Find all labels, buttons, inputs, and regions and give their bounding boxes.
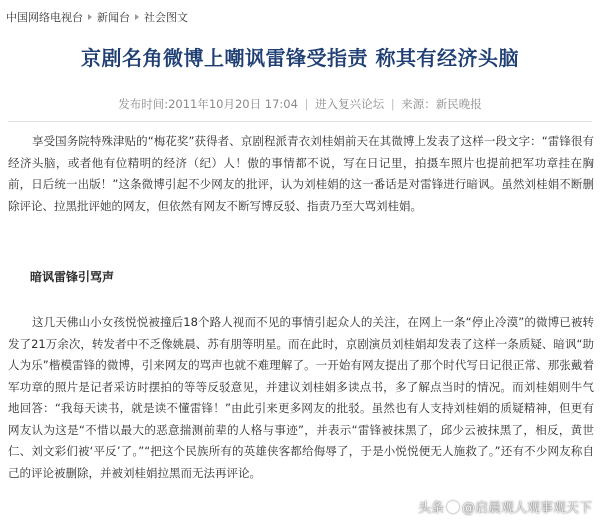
breadcrumb-item-news[interactable]: 新闻台 (97, 11, 130, 24)
section-heading: 暗讽雷锋引骂声 (30, 270, 115, 284)
article-meta (0, 96, 600, 112)
forum-link[interactable]: 进入复兴论坛 (315, 97, 385, 111)
breadcrumb-arrow-icon (135, 14, 139, 20)
watermark-platform: 头条 (417, 501, 444, 516)
article-title: 京剧名角微博上嘲讽雷锋受指责 称其有经济头脑 (81, 46, 519, 70)
toutiao-watermark (418, 497, 592, 516)
title-divider (8, 121, 592, 122)
publish-time: 发布时间:2011年10月20日 17:04 (118, 97, 298, 111)
article-source: 来源：新民晚报 (401, 97, 482, 111)
breadcrumb (6, 9, 188, 25)
watermark-account: @启晨观人观事观天下 (461, 501, 592, 516)
article-paragraph-1: 享受国务院特殊津贴的“梅花奖”获得者、京剧程派青衣刘桂娟前天在其微博上发表了这样一段文字：“雷锋很有经济头脑，或者他有位精明的经济（纪）人！傲的事情都不说，写在日记里，拍摄车照片也提前把军功章挂在胸前，日后统一出版！”这条微博引起不少网友的批评，认为刘桂娟的这一番话是对雷锋进行暗讽。虽然刘桂娟不断删除评论、拉黑批评她的网友，但依然有网友不断写博反驳、指责乃至大骂刘桂娟。 (8, 134, 594, 213)
meta-divider: | (304, 97, 309, 111)
breadcrumb-arrow-icon (88, 14, 92, 20)
breadcrumb-item-society[interactable]: 社会图文 (144, 11, 188, 24)
article-paragraph-2: 这几天佛山小女孩悦悦被撞后18个路人视而不见的事情引起众人的关注，在网上一条“停止冷漠”的微博已被转发了21万余次，转发者中不乏像姚晨、苏有朋等明星。而在此时，京剧演员刘桂娟却发表了这样一条质疑、暗讽“助人为乐”楷模雷锋的微博，引来网友的骂声也就不难理解了。一开始有网友提出了那个时代写日记很正常、那张戴着军功章的照片是记者采访时摆拍的等等反驳意见，并建议刘桂娟多读点书，多了解点当时的情况。而刘桂娟则牛气地回答：“我每天读书，就是读不懂雷锋！”由此引来更多网友的批驳。虽然也有人支持刘桂娟的质疑精神，但更有网友认为这是“不惜以最大的恶意揣测前辈的人格与事迹”，并表示“雷锋被抹黑了，邱少云被抹黑了，相反，黄世仁、刘文彩们被‘平反’了。”“把这个民族所有的英雄侠客都给侮辱了，于是小悦悦便无人施救了。”还有不少网友称自己的评论被删除，并被刘桂娟拉黑而无法再评论。 (8, 315, 594, 480)
meta-divider: | (390, 97, 395, 111)
paw-icon (447, 501, 459, 513)
breadcrumb-item-home[interactable]: 中国网络电视台 (6, 11, 83, 24)
